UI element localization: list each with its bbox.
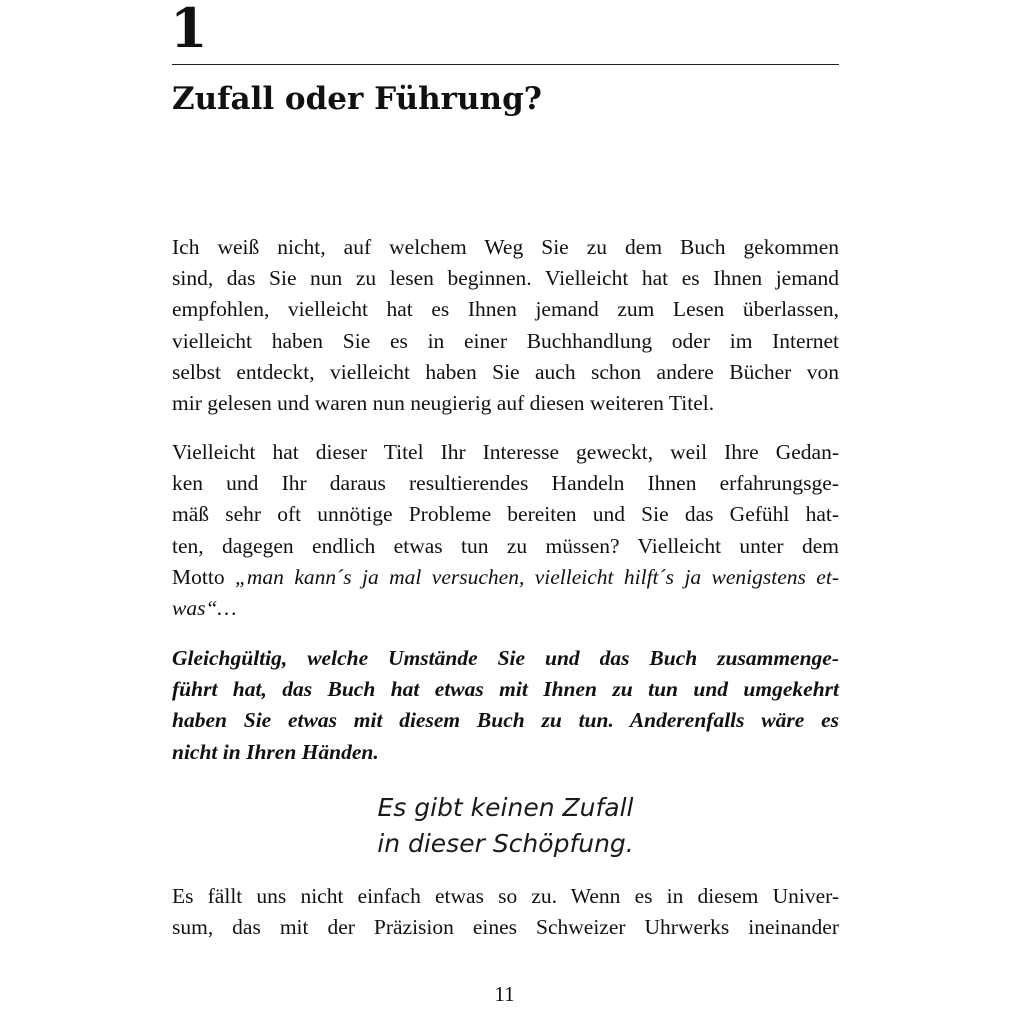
chapter-number: 1 [170,0,208,60]
paragraph-line: Gleichgültig, welche Umstände Sie und das Buch zusammenge- [172,646,839,670]
quote-line: Es gibt keinen Zufall [377,793,634,822]
motto-line-end: was“… [172,595,237,620]
handwritten-quote [172,790,839,862]
paragraph-3-emphasis [172,643,839,768]
paragraph-4 [172,881,839,943]
paragraph-line: Es fällt uns nicht einfach etwas so zu. Wenn es in diesem Univer- [172,884,839,908]
paragraph-line: Ich weiß nicht, auf welchem Weg Sie zu dem Buch gekommen [172,235,839,259]
paragraph-line: führt hat, das Buch hat etwas mit Ihnen zu tun und umgekehrt [172,677,839,702]
paragraph-line: nicht in Ihren Händen. [172,739,379,764]
page-number: 11 [494,982,515,1006]
paragraph-line: selbst entdeckt, vielleicht haben Sie auch schon andere Bücher von [172,359,839,384]
paragraph-line: sind, das Sie nun zu lesen beginnen. Vielleicht hat es Ihnen jemand [172,266,839,291]
paragraph-line: mir gelesen und waren nun neugierig auf diesen weiteren Titel. [172,390,715,415]
paragraph-line: sum, das mit der Präzision eines Schweizer Uhrwerks ineinander [172,915,839,940]
paragraph-line: vielleicht haben Sie es in einer Buchhandlung oder im Internet [172,328,839,353]
chapter-title: Zufall oder Führung? [172,81,542,117]
motto-quote: „man kann´s ja mal versuchen, vielleicht hilft´s ja wenigstens et- [234,564,839,589]
motto-prefix: Motto [172,564,235,589]
paragraph-1 [172,232,839,419]
paragraph-line: mäß sehr oft unnötige Probleme bereiten und Sie das Gefühl hat- [172,502,839,527]
paragraph-line: haben Sie etwas mit diesem Buch zu tun. Anderenfalls wäre es [172,708,839,733]
motto-line [172,562,839,593]
paragraph-line: ken und Ihr daraus resultierendes Handeln Ihnen erfahrungsge- [172,471,839,496]
paragraph-line: ten, dagegen endlich etwas tun zu müssen? Vielleicht unter dem [172,533,839,558]
quote-line: in dieser Schöpfung. [377,829,634,858]
paragraph-2 [172,437,839,624]
paragraph-line: empfohlen, vielleicht hat es Ihnen jemand zum Lesen überlassen, [172,297,839,322]
chapter-rule [172,64,839,65]
paragraph-line: Vielleicht hat dieser Titel Ihr Interesse geweckt, weil Ihre Gedan- [172,440,839,464]
